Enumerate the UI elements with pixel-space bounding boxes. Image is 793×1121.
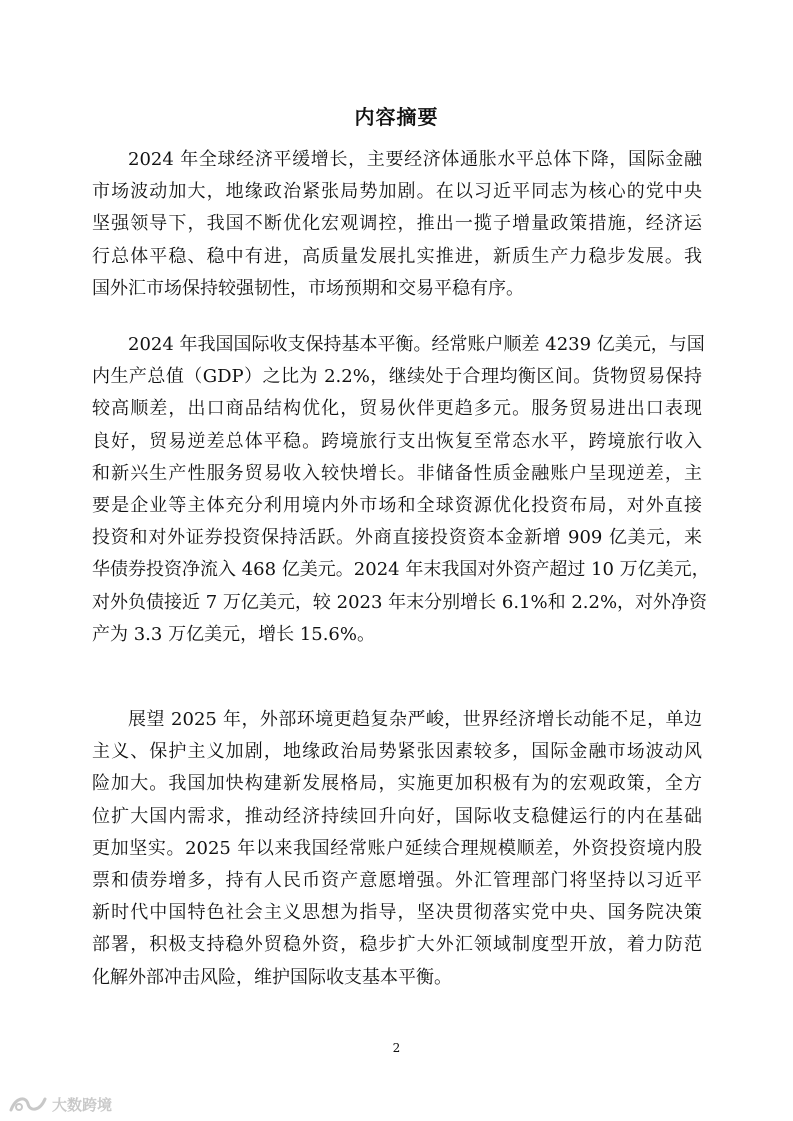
paragraph-line: 主义、保护主义加剧，地缘政治局势紧张因素较多，国际金融市场波动风 xyxy=(92,741,702,763)
paragraph-line: 2024 年我国国际收支保持基本平衡。经常账户顺差 4239 亿美元，与国 xyxy=(128,334,705,355)
paragraph-line: 新时代中国特色社会主义思想为指导，坚决贯彻落实党中央、国务院决策 xyxy=(92,902,702,924)
paragraph-line: 市场波动加大，地缘政治紧张局势加剧。在以习近平同志为核心的党中央 xyxy=(92,181,702,203)
watermark-text: 大数跨境 xyxy=(52,1095,113,1114)
paragraph-line: 对外负债接近 7 万亿美元，较 2023 年末分别增长 6.1%和 2.2%，对外净资 xyxy=(92,591,708,613)
paragraph-line: 良好，贸易逆差总体平稳。跨境旅行支出恢复至常态水平，跨境旅行收入 xyxy=(92,430,702,452)
paragraph-line: 票和债券增多，持有人民币资产意愿增强。外汇管理部门将坚持以习近平 xyxy=(92,869,702,891)
paragraph-line: 投资和对外证券投资保持活跃。外商直接投资资本金新增 909 亿美元，来 xyxy=(92,527,702,549)
paragraph-line: 产为 3.3 万亿美元，增长 15.6%。 xyxy=(92,623,375,645)
page-title: 内容摘要 xyxy=(354,105,439,129)
paragraph-line: 化解外部冲击风险，维护国际收支基本平衡。 xyxy=(92,966,452,988)
paragraph-line: 和新兴生产性服务贸易收入较快增长。非储备性质金融账户呈现逆差，主 xyxy=(92,462,702,484)
paragraph-line: 展望 2025 年，外部环境更趋复杂严峻，世界经济增长动能不足，单边 xyxy=(128,709,702,730)
paragraph-line: 坚强领导下，我国不断优化宏观调控，推出一揽子增量政策措施，经济运 xyxy=(92,213,702,235)
paragraph-3 xyxy=(92,704,702,994)
paragraph-line: 较高顺差，出口商品结构优化，贸易伙伴更趋多元。服务贸易进出口表现 xyxy=(92,398,702,420)
watermark xyxy=(8,1092,112,1116)
paragraph-line: 要是企业等主体充分利用境内外市场和全球资源优化投资布局，对外直接 xyxy=(92,494,702,516)
paragraph-line: 更加坚实。2025 年以来我国经常账户延续合理规模顺差，外资投资境内股 xyxy=(92,837,702,859)
page-number: 2 xyxy=(392,1041,401,1055)
paragraph-line: 险加大。我国加快构建新发展格局，实施更加积极有为的宏观政策，全方 xyxy=(92,773,702,795)
paragraph-line: 国外汇市场保持较强韧性，市场预期和交易平稳有序。 xyxy=(92,277,524,299)
paragraph-line: 位扩大国内需求，推动经济持续回升向好，国际收支稳健运行的内在基础 xyxy=(92,805,702,827)
paragraph-line: 行总体平稳、稳中有进，高质量发展扎实推进，新质生产力稳步发展。我 xyxy=(92,245,702,267)
paragraph-line: 部署，积极支持稳外贸稳外资，稳步扩大外汇领域制度型开放，着力防范 xyxy=(92,934,702,956)
paragraph-1 xyxy=(92,144,702,305)
paragraph-line: 2024 年全球经济平缓增长，主要经济体通胀水平总体下降，国际金融 xyxy=(128,149,702,170)
logo-icon xyxy=(8,1092,48,1116)
paragraph-2 xyxy=(92,329,710,651)
paragraph-line: 内生产总值（GDP）之比为 2.2%，继续处于合理均衡区间。货物贸易保持 xyxy=(92,366,702,388)
paragraph-line: 华债券投资净流入 468 亿美元。2024 年末我国对外资产超过 10 万亿美元， xyxy=(92,559,710,581)
